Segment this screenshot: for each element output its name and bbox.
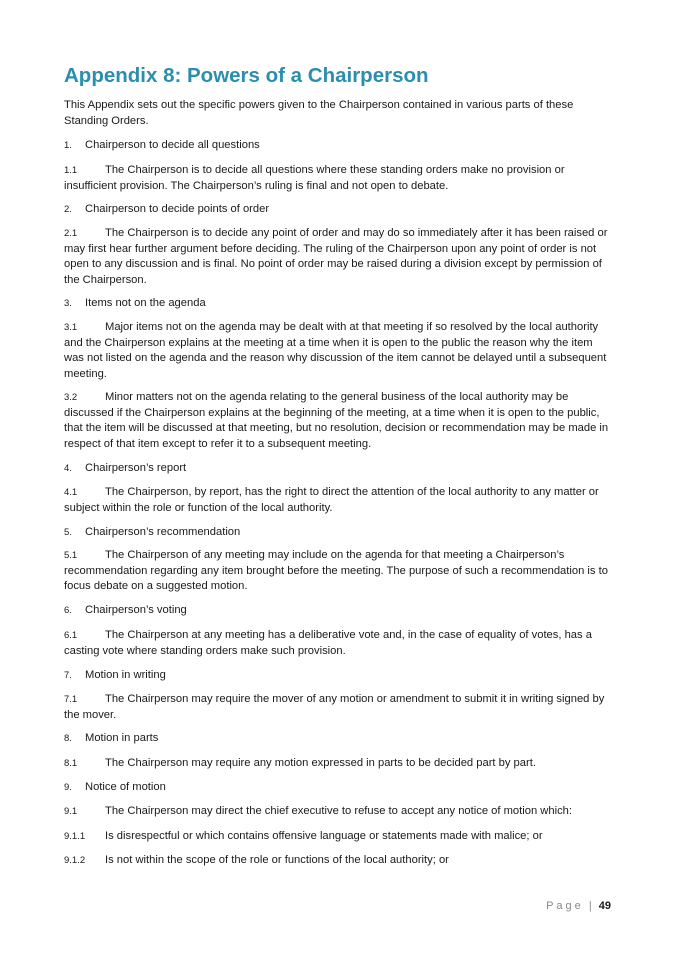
paragraph-text: The Chairperson of any meeting may include on the agenda for that meeting a Chairperson’s recommendation regarding any item brought before the meeting. The purpose of such a recommendation is to focus debate on a suggested motion. bbox=[64, 549, 608, 593]
paragraph-9-1 bbox=[64, 804, 614, 820]
section-number: 3. bbox=[64, 298, 72, 309]
paragraph-5-1 bbox=[64, 548, 614, 595]
paragraph-8-1 bbox=[64, 756, 614, 772]
section-heading-1 bbox=[64, 138, 260, 154]
paragraph-3-1 bbox=[64, 320, 614, 382]
paragraph-number: 9.1.2 bbox=[64, 855, 86, 866]
paragraph-number: 4.1 bbox=[64, 487, 78, 498]
paragraph-text: Is not within the scope of the role or functions of the local authority; or bbox=[105, 854, 449, 866]
page-label: Page bbox=[546, 900, 584, 912]
section-heading-8 bbox=[64, 731, 158, 747]
section-number: 8. bbox=[64, 733, 72, 744]
paragraph-4-1 bbox=[64, 485, 614, 516]
paragraph-text: The Chairperson may direct the chief executive to refuse to accept any notice of motion which: bbox=[105, 805, 573, 817]
paragraph-7-1 bbox=[64, 692, 614, 723]
section-heading-4 bbox=[64, 461, 186, 477]
paragraph-text: The Chairperson may require the mover of any motion or amendment to submit it in writing signed by the mover. bbox=[64, 693, 605, 721]
paragraph-number: 1.1 bbox=[64, 165, 78, 176]
paragraph-number: 9.1 bbox=[64, 806, 78, 817]
paragraph-text: Major items not on the agenda may be dealt with at that meeting if so resolved by the local authority and the Chairperson explains at the meeting at a time when it is open to the public the reason why the item was not listed on the agenda and the reason why discussion of the item cannot be delayed until a subsequent meeting. bbox=[64, 321, 607, 380]
paragraph-number: 8.1 bbox=[64, 758, 78, 769]
section-heading-5 bbox=[64, 525, 240, 541]
section-title: Motion in parts bbox=[85, 732, 159, 744]
section-title: Chairperson’s recommendation bbox=[85, 526, 241, 538]
paragraph-text: The Chairperson at any meeting has a deliberative vote and, in the case of equality of votes, has a casting vote where standing orders make such provision. bbox=[64, 629, 592, 657]
paragraph-text: The Chairperson may require any motion expressed in parts to be decided part by part. bbox=[105, 757, 536, 769]
section-heading-9 bbox=[64, 780, 166, 796]
paragraph-number: 5.1 bbox=[64, 550, 78, 561]
paragraph-text: The Chairperson is to decide all questions where these standing orders make no provision or insufficient provision. The Chairperson’s ruling is final and not open to debate. bbox=[64, 164, 565, 192]
section-heading-6 bbox=[64, 603, 187, 619]
section-title: Notice of motion bbox=[85, 781, 166, 793]
section-number: 9. bbox=[64, 782, 72, 793]
paragraph-1-1 bbox=[64, 163, 614, 194]
paragraph-text: Minor matters not on the agenda relating to the general business of the local authority may be discussed if the Chairperson explains at the beginning of the meeting, at a time when it is open to the public, that the item will be discussed at that meeting, but no resolution, decision or recommendation may be made in respect of that item except to refer it to a subsequent meeting. bbox=[64, 391, 609, 450]
page-title: Appendix 8: Powers of a Chairperson bbox=[64, 64, 429, 87]
section-number: 5. bbox=[64, 527, 72, 538]
paragraph-9-1-1 bbox=[64, 829, 614, 845]
paragraph-number: 2.1 bbox=[64, 228, 78, 239]
section-number: 4. bbox=[64, 463, 72, 474]
intro-paragraph: This Appendix sets out the specific powers given to the Chairperson contained in various parts of these Standing Orders. bbox=[64, 99, 574, 127]
section-heading-3 bbox=[64, 296, 206, 312]
section-title: Chairperson’s voting bbox=[85, 604, 187, 616]
section-heading-2 bbox=[64, 202, 269, 218]
section-title: Chairperson’s report bbox=[85, 462, 187, 474]
section-title: Items not on the agenda bbox=[85, 297, 206, 309]
page-number: 49 bbox=[598, 900, 611, 912]
page-footer bbox=[546, 900, 611, 912]
paragraph-text: Is disrespectful or which contains offensive language or statements made with malice; or bbox=[105, 830, 543, 842]
paragraph-6-1 bbox=[64, 628, 614, 659]
paragraph-number: 3.2 bbox=[64, 392, 78, 403]
section-number: 1. bbox=[64, 140, 72, 151]
paragraph-number: 7.1 bbox=[64, 694, 78, 705]
paragraph-9-1-2 bbox=[64, 853, 614, 869]
paragraph-text: The Chairperson is to decide any point of order and may do so immediately after it has been raised or may first hear further argument before deciding. The ruling of the Chairperson upon any point of order is not open to any discussion and is final. No point of order may be raised during a division except by permission of the Chairperson. bbox=[64, 227, 608, 286]
section-title: Motion in writing bbox=[85, 669, 166, 681]
section-number: 6. bbox=[64, 605, 72, 616]
paragraph-2-1 bbox=[64, 226, 614, 288]
paragraph-number: 3.1 bbox=[64, 322, 78, 333]
section-title: Chairperson to decide points of order bbox=[85, 203, 270, 215]
paragraph-3-2 bbox=[64, 390, 614, 452]
paragraph-number: 9.1.1 bbox=[64, 831, 86, 842]
page-separator: | bbox=[588, 900, 592, 912]
section-number: 2. bbox=[64, 204, 72, 215]
section-number: 7. bbox=[64, 670, 72, 681]
section-title: Chairperson to decide all questions bbox=[85, 139, 260, 151]
paragraph-number: 6.1 bbox=[64, 630, 78, 641]
paragraph-text: The Chairperson, by report, has the right to direct the attention of the local authority to any matter or subject within the role or function of the local authority. bbox=[64, 486, 599, 514]
section-heading-7 bbox=[64, 668, 166, 684]
